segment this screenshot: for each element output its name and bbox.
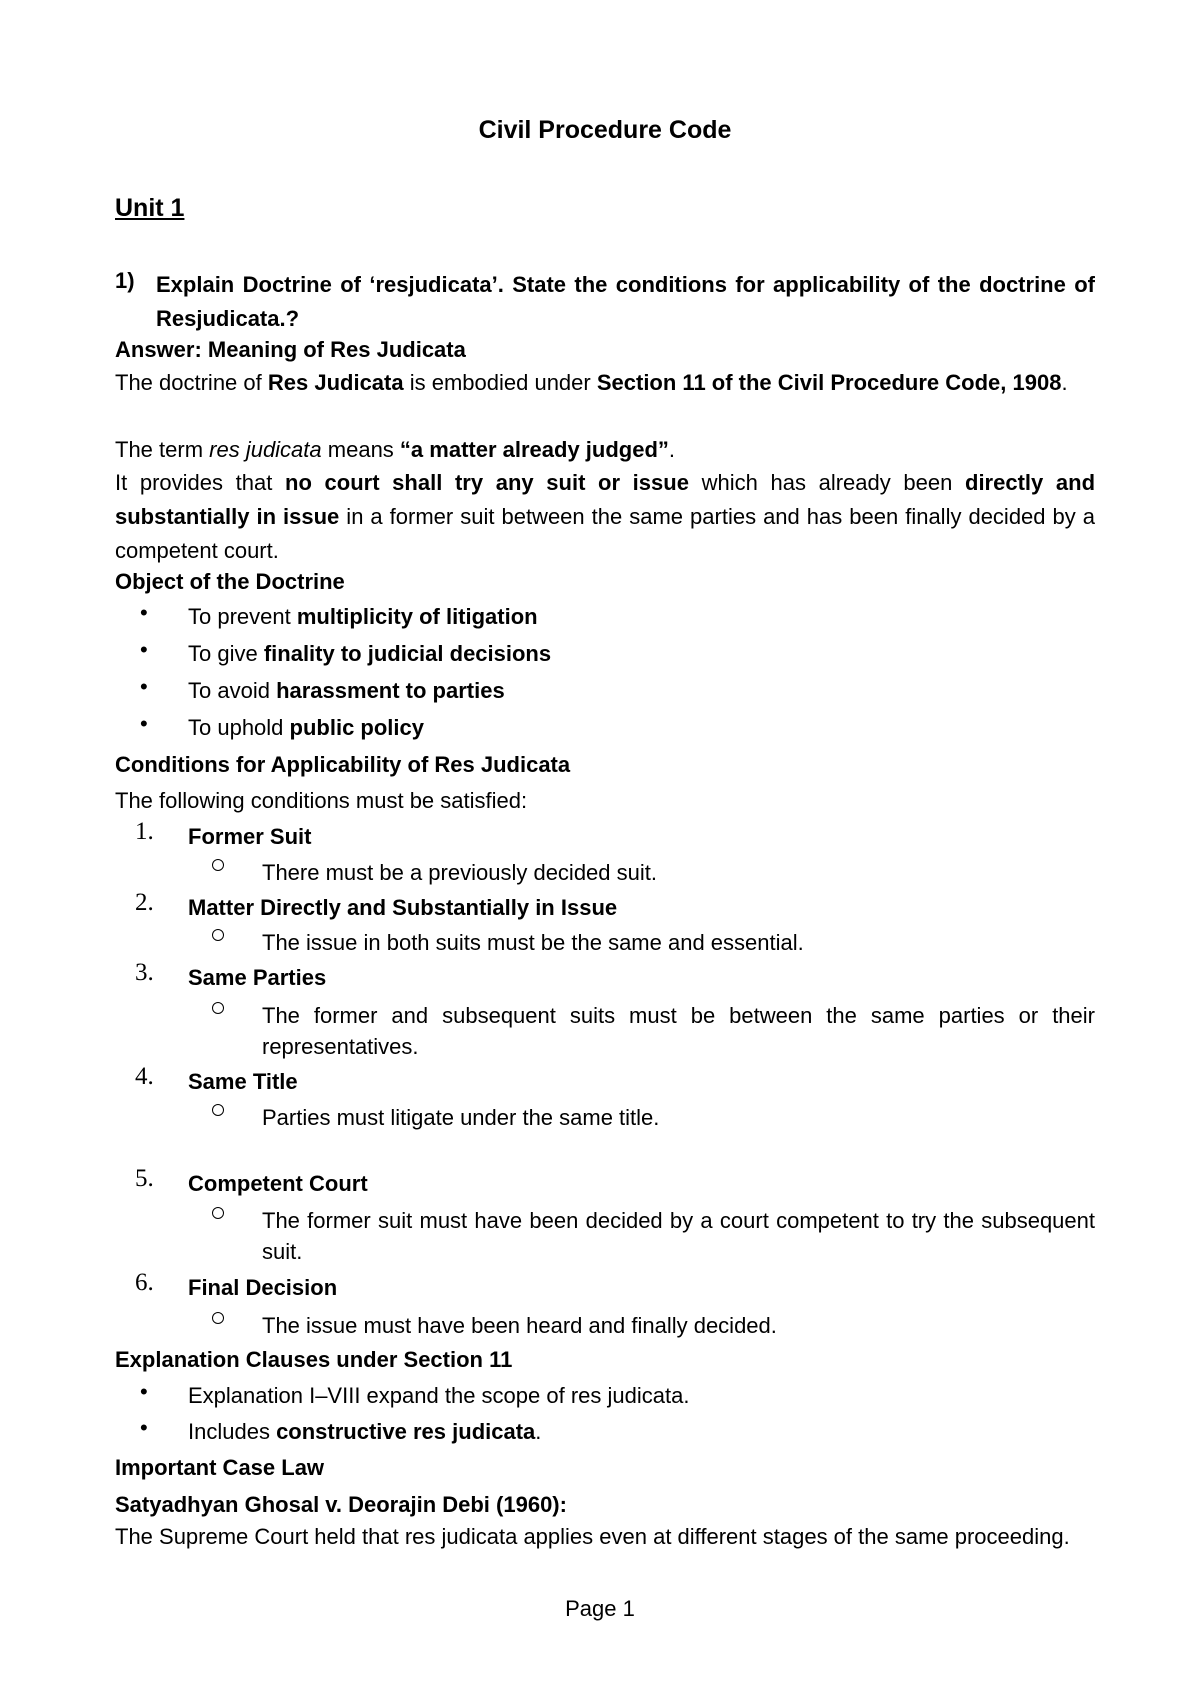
circle-bullet-icon [212,1002,224,1014]
circle-bullet-icon [212,859,224,871]
list-item: To avoid harassment to parties [188,678,505,703]
condition-detail: The issue in both suits must be the same and essential. [262,930,804,955]
conditions-intro: The following conditions must be satisfied: [115,788,528,813]
case-law-heading: Important Case Law [115,1455,325,1480]
condition-title: Competent Court [188,1171,368,1196]
condition-title: Final Decision [188,1275,338,1300]
bullet-icon: • [140,600,148,625]
paragraph-term-meaning: The term res judicata means “a matter already judged”. [115,437,676,462]
case-text: The Supreme Court held that res judicata applies even at different stages of the same proceeding. [115,1524,1070,1549]
condition-number: 2. [135,889,154,916]
page-number: Page 1 [565,1596,635,1621]
paragraph-provision: It provides that no court shall try any suit or issue which has already been directly and substantially in issue in a former suit between the same parties and has been finally decided by a competent court. [115,470,1096,563]
condition-title: Matter Directly and Substantially in Issue [188,895,618,920]
condition-title: Same Parties [188,965,327,990]
object-heading: Object of the Doctrine [115,569,345,594]
explanation-heading: Explanation Clauses under Section 11 [115,1347,513,1372]
condition-number: 3. [135,959,154,986]
document-title: Civil Procedure Code [478,116,732,144]
list-item: To uphold public policy [188,715,424,740]
condition-number: 5. [135,1165,154,1192]
condition-number: 4. [135,1063,154,1090]
bullet-icon: • [140,637,148,662]
conditions-heading: Conditions for Applicability of Res Judicata [115,752,571,777]
circle-bullet-icon [212,1207,224,1219]
condition-detail: The former suit must have been decided by a court competent to try the subsequent suit. [262,1208,1095,1264]
circle-bullet-icon [212,1312,224,1324]
circle-bullet-icon [212,929,224,941]
answer-heading: Answer: Meaning of Res Judicata [115,337,466,362]
condition-detail: The issue must have been heard and finally decided. [262,1313,777,1338]
case-name: Satyadhyan Ghosal v. Deorajin Debi (1960): [115,1492,567,1517]
condition-detail: There must be a previously decided suit. [262,860,657,885]
condition-title: Same Title [188,1069,298,1094]
question-text: Explain Doctrine of ‘resjudicata’. State the conditions for applicability of the doctrine of Resjudicata.? [156,272,1095,331]
condition-title: Former Suit [188,824,312,849]
list-item: To give finality to judicial decisions [188,641,552,666]
condition-detail: The former and subsequent suits must be between the same parties or their representatives. [262,1003,1095,1059]
list-item: To prevent multiplicity of litigation [188,604,538,629]
circle-bullet-icon [212,1104,224,1116]
question-number: 1) [115,268,135,293]
bullet-icon: • [140,674,148,699]
list-item: Explanation I–VIII expand the scope of res judicata. [188,1383,690,1408]
bullet-icon: • [140,1379,148,1404]
list-item: Includes constructive res judicata. [188,1419,542,1444]
bullet-icon: • [140,711,148,736]
paragraph-section-11: The doctrine of Res Judicata is embodied under Section 11 of the Civil Procedure Code, 1908. [115,370,1068,395]
unit-heading: Unit 1 [115,194,185,222]
condition-number: 1. [135,818,154,845]
condition-number: 6. [135,1269,154,1296]
condition-detail: Parties must litigate under the same title. [262,1105,660,1130]
bullet-icon: • [140,1415,148,1440]
